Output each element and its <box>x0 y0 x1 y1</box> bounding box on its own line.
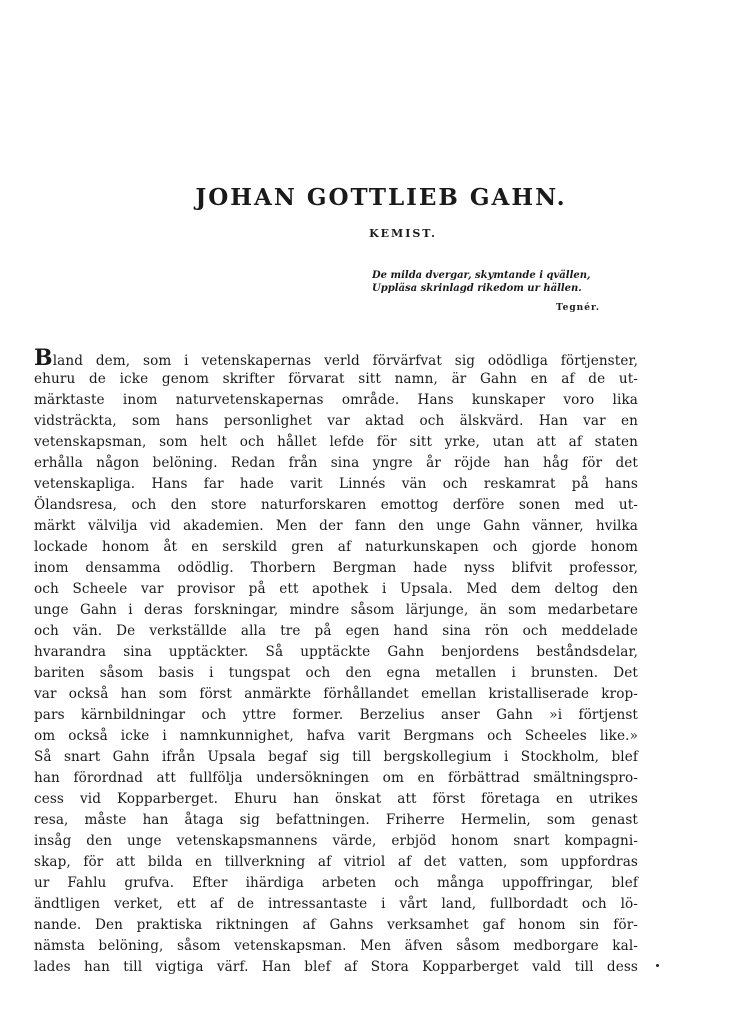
body-line: bariten såsom basis i tungspat och den egna metallen i brunsten. Det <box>34 665 638 681</box>
body-line: vetenskapsman, som helt och hållet lefde för sitt yrke, utan att af staten <box>34 434 638 450</box>
body-line: hvarandra sina upptäckter. Så upptäckte Gahn benjordens beståndsdelar, <box>34 644 638 660</box>
body-line: skap, för att bilda en tillverkning af vitriol af det vatten, som uppfordras <box>34 854 638 870</box>
body-line: vetenskapliga. Hans far hade varit Linnés vän och reskamrat på hans <box>34 476 638 492</box>
body-line: inom densamma odödlig. Thorbern Bergman hade nyss blifvit professor, <box>34 560 638 576</box>
body-line: ehuru de icke genom skrifter förvarat sitt namn, är Gahn en af de ut- <box>34 371 638 387</box>
body-line: Ölandsresa, och den store naturforskaren emottog derföre sonen med ut- <box>34 497 638 513</box>
body-line: vidsträckta, som hans personlighet var aktad och älskvärd. Han var en <box>34 413 638 429</box>
epigraph-attribution: Tegnér. <box>555 303 600 313</box>
body-line: nämsta belöning, såsom vetenskapsman. Men äfven såsom medborgare kal- <box>34 938 638 954</box>
page-title: JOHAN GOTTLIEB GAHN. <box>195 184 567 211</box>
body-line: ur Fahlu grufva. Efter ihärdiga arbeten och många uppoffringar, blef <box>34 875 638 891</box>
body-line: ändtligen verket, ett af de intressantaste i vårt land, fullbordadt och lö- <box>34 896 638 912</box>
body-line: Bland dem, som i vetenskapernas verld förvärfvat sig odödliga förtjenster, <box>34 345 638 371</box>
body-line: resa, måste han åtaga sig befattningen. Friherre Hermelin, som genast <box>34 812 638 828</box>
epigraph-line: Uppläsa skrinlagd rikedom ur hällen. <box>372 283 582 294</box>
body-line: erhålla någon belöning. Redan från sina yngre år röjde han håg för det <box>34 455 638 471</box>
epigraph <box>372 269 642 295</box>
body-line: pars kärnbildningar och yttre former. Berzelius anser Gahn »i förtjenst <box>34 707 638 723</box>
body-line: Så snart Gahn ifrån Upsala begaf sig till bergskollegium i Stockholm, blef <box>34 749 638 765</box>
body-line: var också han som först anmärkte förhållandet emellan kristalliserade krop- <box>34 686 638 702</box>
initial-letter: B <box>34 345 53 371</box>
page-subtitle: KEMIST. <box>369 227 437 240</box>
body-line: cess vid Kopparberget. Ehuru han önskat att först företaga en utrikes <box>34 791 638 807</box>
body-line: lockade honom åt en serskild gren af naturkunskapen och gjorde honom <box>34 539 638 555</box>
body-line: nande. Den praktiska riktningen af Gahns verksamhet gaf honom sin för- <box>34 917 638 933</box>
body-paragraph <box>34 345 638 978</box>
body-line: om också icke i namnkunnighet, hafva varit Bergmans och Scheeles like.» <box>34 728 638 744</box>
body-line: och Scheele var provisor på ett apothek i Upsala. Med dem deltog den <box>34 581 638 597</box>
epigraph-line: De milda dvergar, skymtande i qvällen, <box>372 270 591 281</box>
body-line: märkt välvilja vid akademien. Men der fann den unge Gahn vänner, hvilka <box>34 518 638 534</box>
body-line: och vän. De verkställde alla tre på egen hand sina rön och meddelade <box>34 623 638 639</box>
body-line: insåg den unge vetenskapsmannens värde, erbjöd honom snart kompagni- <box>34 833 638 849</box>
body-line: märktaste inom naturvetenskapernas område. Hans kunskaper voro lika <box>34 392 638 408</box>
body-line: lades han till vigtiga värf. Han blef af Stora Kopparberget vald till dess <box>34 959 638 975</box>
body-line: unge Gahn i deras forskningar, mindre såsom lärjunge, än som medarbetare <box>34 602 638 618</box>
body-line: han förordnad att fullfölja undersökningen om en förbättrad smältningspro- <box>34 770 638 786</box>
margin-mark <box>656 964 659 967</box>
